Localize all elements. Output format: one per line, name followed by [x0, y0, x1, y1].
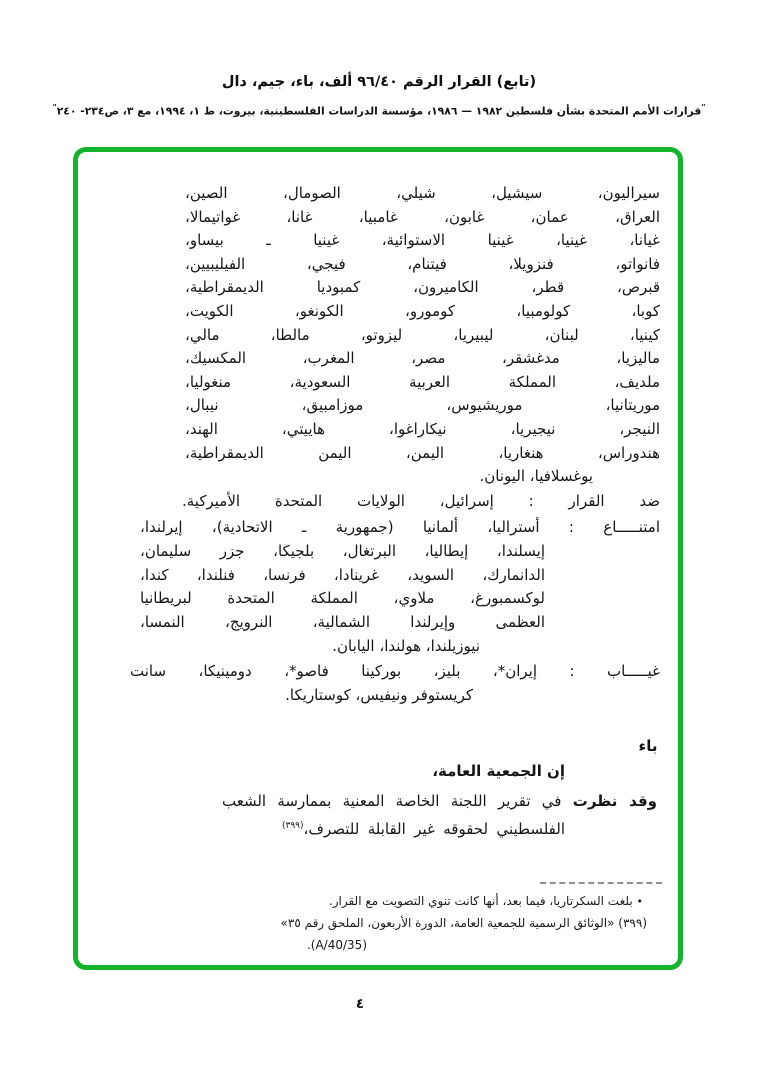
country-list-line: كوبا، كولومبيا، كومورو، الكونغو، الكويت،	[185, 301, 660, 320]
considered-paragraph-line-2	[282, 815, 565, 842]
page-number: ٤	[355, 996, 365, 1012]
country-list-line: قبرص، قطر، الكاميرون، كمبوديا الديمقراطية،	[185, 278, 660, 297]
country-list-line: فانواتو، فنزويلا، فيتنام، فيجي، الفيليبيين،	[185, 254, 660, 273]
resolution-title: (تابع) القرار الرقم ٩٦/٤٠ ألف، باء، جيم، دال	[221, 74, 537, 90]
considered-bold-lead: وقد نظرت	[572, 792, 657, 810]
section-heading-baa: باء	[638, 737, 658, 755]
considered-rest: في تقرير اللجنة الخاصة المعنية بممارسة الشعب	[222, 792, 573, 810]
footnote-secretariat	[180, 892, 643, 911]
assembly-opening-line: إن الجمعية العامة،	[432, 762, 565, 780]
country-list-last-line: يوغسلافيا، اليونان.	[479, 467, 593, 486]
footnote-separator-rule	[540, 882, 662, 884]
country-list-line: ماليزيا، مدغشقر، مصر، المغرب، المكسيك،	[185, 349, 660, 368]
in-favour-country-list	[185, 182, 660, 489]
against-vote-line: ضد القرار : إسرائيل، الولايات المتحدة الأميركية.	[182, 492, 660, 510]
country-list-line: موريتانيا، موريشيوس، موزامبيق، نيبال،	[185, 396, 660, 415]
country-list-line: ملديف، المملكة العربية السعودية، منغوليا،	[185, 372, 660, 391]
abstention-country-list	[140, 540, 545, 635]
source-citation	[0, 103, 758, 118]
country-list-line: النيجر، نيجيريا، نيكاراغوا، هاييتي، الهند،	[185, 419, 660, 438]
footnote-399-line-1: (٣٩٩) «الوثائق الرسمية للجمعية العامة، الدورة الأربعون، الملحق رقم ٣٥»	[280, 916, 647, 930]
footnote-secretariat-text: بلغت السكرتاريا، فيما بعد، أنها كانت تنوي التصويت مع القرار.	[328, 894, 637, 908]
footnote-399-line-2: (A/40/35).	[306, 938, 367, 952]
bullet-icon: •	[636, 895, 643, 908]
citation-open-mark: "	[701, 103, 706, 112]
absent-last-line: كريستوفر ونيفيس، كوستاريكا.	[285, 686, 473, 704]
citation-text: قرارات الأمم المتحدة بشأن فلسطين ١٩٨٢ — ١٩٨٦، مؤسسة الدراسات الفلسطينية، بيروت، ط ١، ١٩٩٤، مع ٣، ص٢٣٤- ٢٤٠	[56, 104, 702, 118]
country-list-line: كينيا، لبنان، ليبيريا، ليزوتو، مالطا، مالي،	[185, 325, 660, 344]
absent-label-line: غيـــــاب : إيران*، بليز، بوركينا فاصو*، دومينيكا، سانت	[130, 662, 660, 680]
abstention-last-line: نيوزيلندا، هولندا، اليابان.	[332, 637, 480, 655]
considered-paragraph-line-1	[222, 790, 657, 814]
green-highlight-frame	[73, 147, 683, 970]
country-list-line: غيانا، غينيا، غينيا الاستوائية، غينيا ـ بيساو،	[185, 231, 660, 250]
country-list-line: لوكسمبورغ، ملاوي، المملكة المتحدة لبريطانيا	[140, 589, 545, 608]
citation-close-mark: "	[52, 103, 57, 112]
country-list-line: العظمى وإيرلندا الشمالية، النرويج، النمسا،	[140, 613, 545, 632]
country-list-line: إيسلندا، إيطاليا، البرتغال، بلجيكا، جزر سليمان،	[140, 541, 545, 560]
country-list-line: الدانمارك، السويد، غرينادا، فرنسا، فنلندا، كندا،	[140, 565, 545, 584]
abstention-label-line: امتنـــــاع : أستراليا، ألمانيا (جمهورية ـ الاتحادية)، إيرلندا،	[140, 518, 660, 536]
footnote-reference-399: (٣٩٩)	[282, 821, 304, 831]
country-list-line: سيراليون، سيشيل، شيلي، الصومال، الصين،	[185, 184, 660, 202]
country-list-line: العراق، عمان، غابون، غامبيا، غانا، غواتيمالا،	[185, 207, 660, 226]
considered-line2-text: الفلسطيني لحقوقه غير القابلة للتصرف،	[303, 820, 565, 838]
country-list-line: هندوراس، هنغاريا، اليمن، اليمن الديمقراطية،	[185, 443, 660, 462]
